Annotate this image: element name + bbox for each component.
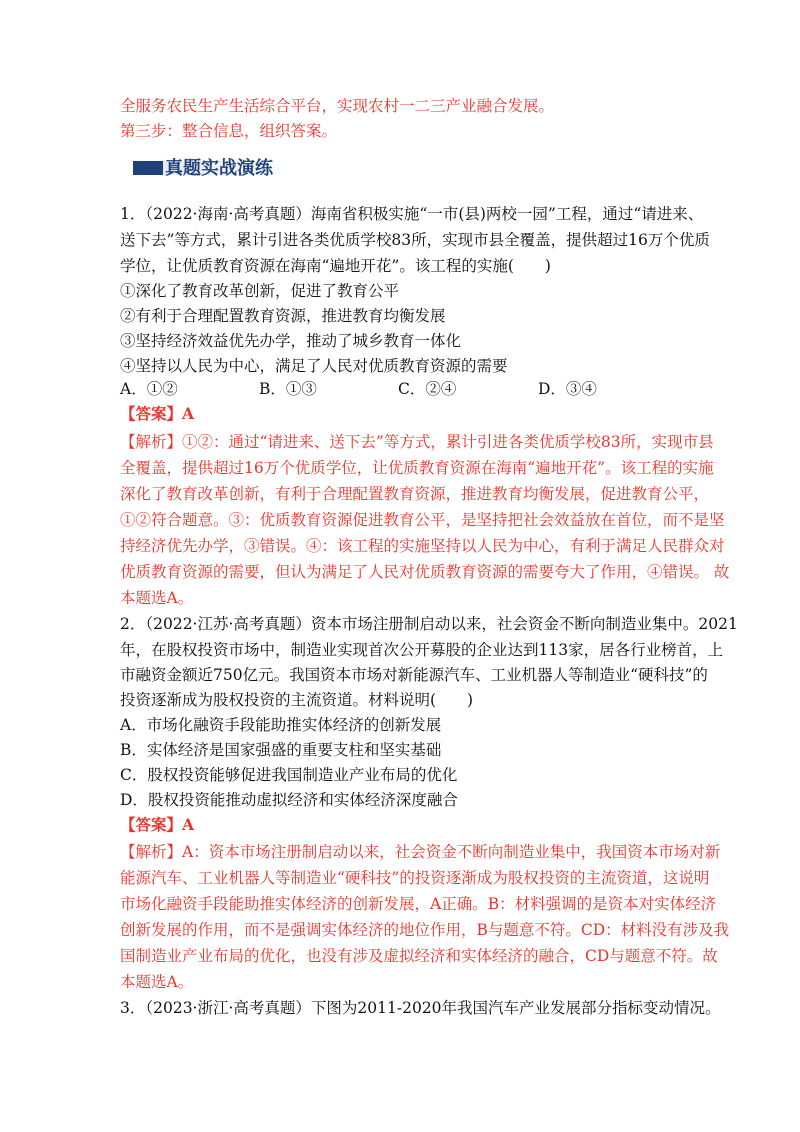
q2-option-a: A．市场化融资手段能助推实体经济的创新发展 xyxy=(120,716,442,734)
q1-analysis-line-7: 本题选A。 xyxy=(120,589,194,607)
q2-stem-line-3: 市融资金额近750亿元。我国资本市场对新能源汽车、工业机器人等制造业“硬科技”的 xyxy=(120,666,708,684)
q1-statement-2: ②有利于合理配置教育资源，推进教育均衡发展 xyxy=(120,307,446,325)
q1-option-b: B．①③ xyxy=(259,380,317,398)
q1-stem-line-3: 学位，让优质教育资源在海南“遍地开花”。该工程的实施( ) xyxy=(120,257,551,275)
q2-analysis-line-4: 创新发展的作用，而不是强调实体经济的地位作用，B与题意不符。CD：材料没有涉及我 xyxy=(120,921,730,939)
q1-statement-3: ③坚持经济效益优先办学，推动了城乡教育一体化 xyxy=(120,332,462,350)
q1-analysis-line-1: 【解析】①②：通过“请进来、送下去”等方式，累计引进各类优质学校83所，实现市县 xyxy=(120,433,714,451)
q1-option-c: C．②④ xyxy=(398,380,457,398)
q2-stem-line-1: 2．（2022·江苏·高考真题）资本市场注册制启动以来，社会资金不断向制造业集中。2021 xyxy=(120,615,738,633)
q1-option-d: D．③④ xyxy=(538,380,597,398)
q1-analysis-line-3: 深化了教育改革创新，有利于合理配置教育资源，推进教育均衡发展，促进教育公平， xyxy=(120,485,710,503)
q2-analysis-line-1: 【解析】A：资本市场注册制启动以来，社会资金不断向制造业集中，我国资本市场对新 xyxy=(120,843,721,861)
q1-option-a: A．①② xyxy=(120,380,178,398)
q1-analysis-line-4: ①②符合题意。③：优质教育资源促进教育公平，是坚持把社会效益放在首位，而不是坚 xyxy=(120,511,725,529)
banner-block-icon xyxy=(133,161,163,175)
q2-analysis-line-6: 本题选A。 xyxy=(120,973,194,991)
q2-answer: 【答案】A xyxy=(120,815,195,834)
q2-option-d: D．股权投资能推动虚拟经济和实体经济深度融合 xyxy=(120,791,458,809)
q1-stem-line-1: 1．（2022·海南·高考真题）海南省积极实施“一市(县)两校一园”工程，通过“请进来、 xyxy=(120,205,704,223)
q1-stem-line-2: 送下去”等方式，累计引进各类优质学校83所，实现市县全覆盖，提供超过16万个优质 xyxy=(120,231,710,249)
q1-statement-4: ④坚持以人民为中心，满足了人民对优质教育资源的需要 xyxy=(120,357,508,375)
q2-analysis-line-3: 市场化融资手段能助推实体经济的创新发展，A正确。B：材料强调的是资本对实体经济 xyxy=(120,895,717,913)
q1-answer: 【答案】A xyxy=(120,404,195,423)
q2-analysis-line-5: 国制造业产业布局的优化，也没有涉及虚拟经济和实体经济的融合，CD与题意不符。故 xyxy=(120,947,718,965)
q1-options xyxy=(120,379,690,399)
q2-analysis-line-2: 能源汽车、工业机器人等制造业“硬科技”的投资逐渐成为股权投资的主流资道，这说明 xyxy=(120,869,710,887)
intro-line-1: 全服务农民生产生活综合平台，实现农村一二三产业融合发展。 xyxy=(120,97,555,115)
section-title: 真题实战演练 xyxy=(165,158,273,179)
q2-option-c: C．股权投资能够促进我国制造业产业布局的优化 xyxy=(120,766,458,784)
q2-stem-line-2: 年，在股权投资市场中，制造业实现首次公开募股的企业达到113家，居各行业榜首，上 xyxy=(120,641,724,659)
q3-stem-line-1: 3．（2023·浙江·高考真题）下图为2011-2020年我国汽车产业发展部分指标变动情况。 xyxy=(120,999,721,1017)
q1-analysis-line-5: 持经济优先办学，③错误。④：该工程的实施坚持以人民为中心，有利于满足人民群众对 xyxy=(120,537,725,555)
q2-stem-line-4: 投资逐渐成为股权投资的主流资道。材料说明( ) xyxy=(120,691,474,709)
q1-analysis-line-2: 全覆盖，提供超过16万个优质学位，让优质教育资源在海南“遍地开花”。该工程的实施 xyxy=(120,459,714,477)
q2-option-b: B．实体经济是国家强盛的重要支柱和坚实基础 xyxy=(120,741,442,759)
q1-analysis-line-6: 优质教育资源的需要，但认为满足了人民对优质教育资源的需要夸大了作用，④错误。 故 xyxy=(120,563,730,581)
intro-line-2: 第三步：整合信息，组织答案。 xyxy=(120,122,338,140)
q1-statement-1: ①深化了教育改革创新，促进了教育公平 xyxy=(120,282,400,300)
section-banner xyxy=(133,152,293,178)
